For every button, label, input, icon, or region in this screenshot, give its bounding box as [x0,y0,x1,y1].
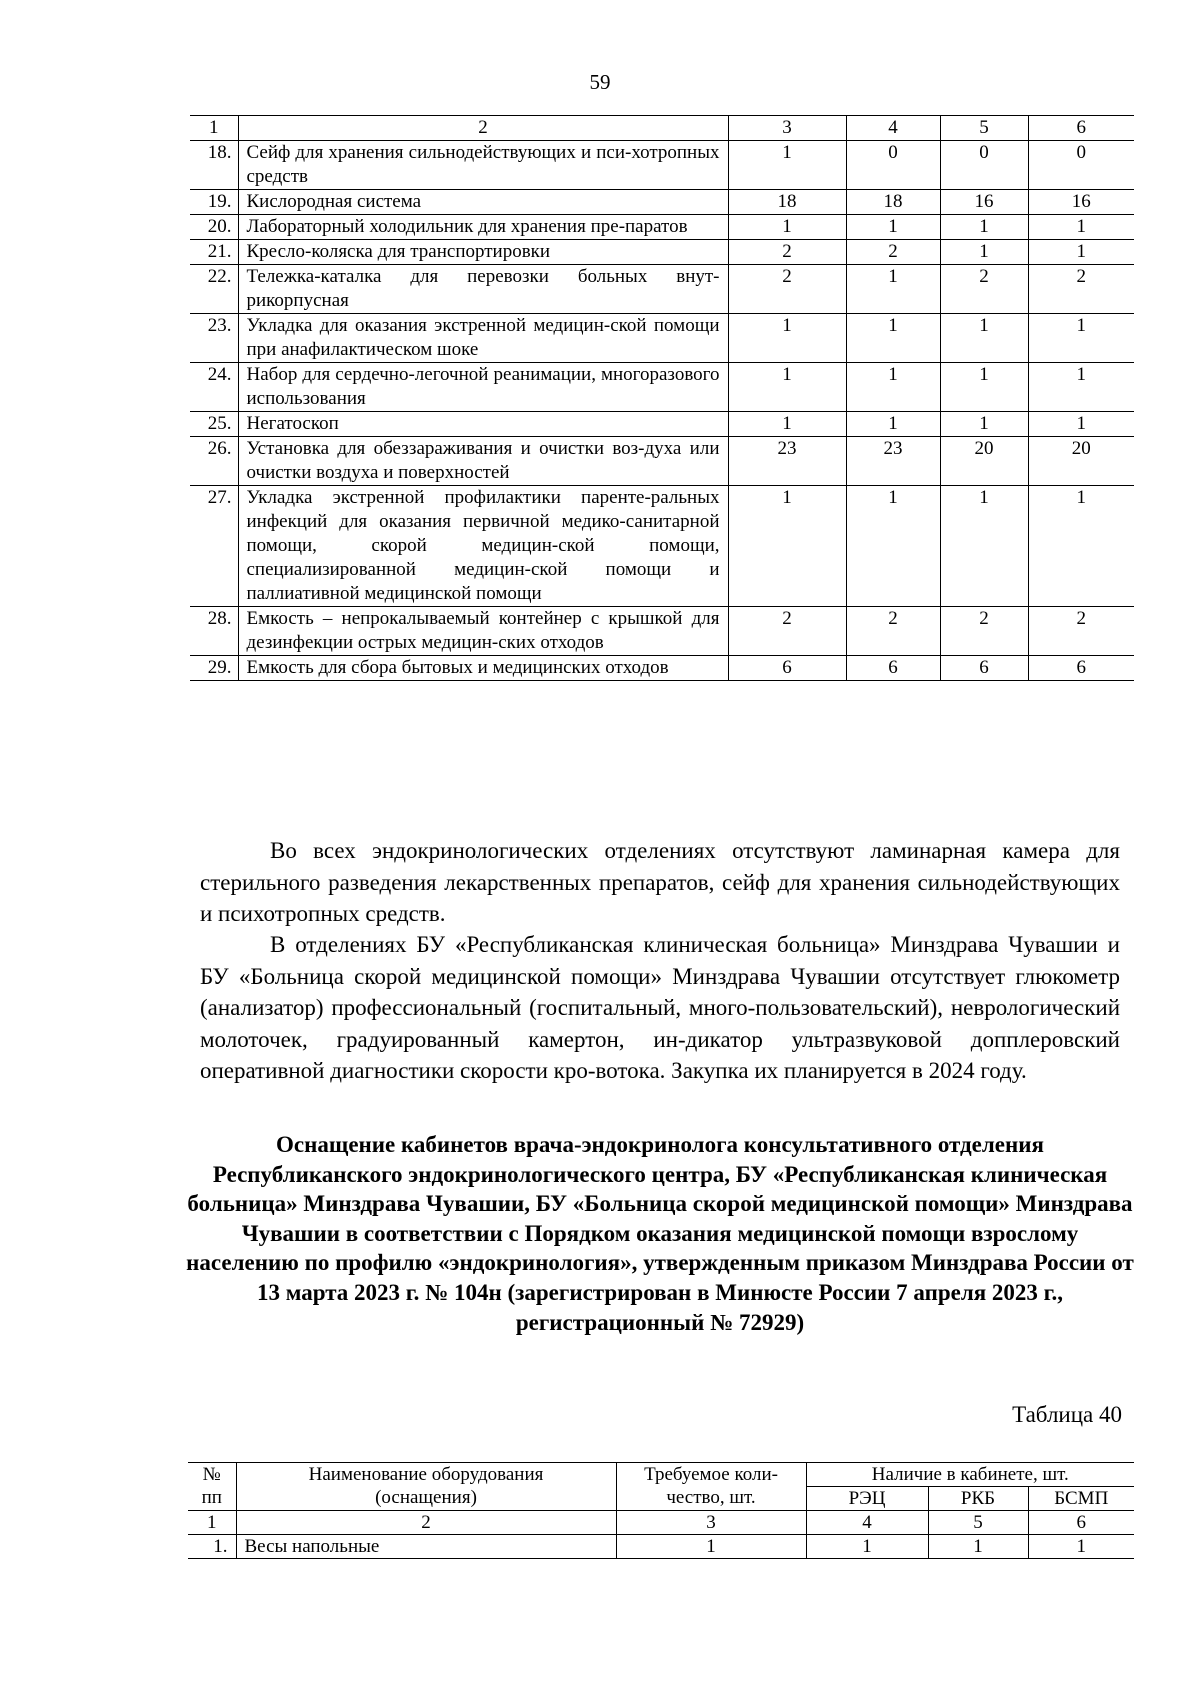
table-row [190,486,1134,607]
value-cell: 1 [846,486,940,607]
row-number: 21. [190,240,238,265]
value-cell: 1 [846,215,940,240]
page-number: 59 [589,70,611,94]
value-cell: 6 [1028,656,1134,681]
header-num-symbol: № [202,1464,221,1485]
column-number: 2 [236,1511,616,1535]
equipment-name: Набор для сердечно-легочной реанимации, многоразового использования [238,363,728,412]
value-cell: 1 [1028,215,1134,240]
table-row [190,314,1134,363]
table-caption: Таблица 40 [1012,1402,1122,1427]
row-number: 29. [190,656,238,681]
value-cell: 2 [846,240,940,265]
row-number: 20. [190,215,238,240]
row-number: 18. [190,141,238,190]
equipment-name: Укладка для оказания экстренной медицин-ской помощи при анафилактическом шоке [238,314,728,363]
value-cell: 1 [1028,1535,1134,1559]
equipment-name: Кислородная система [238,190,728,215]
row-number: 27. [190,486,238,607]
value-cell: 1 [940,486,1028,607]
paragraph-purchase-plan: В отделениях БУ «Республиканская клиническая больница» Минздрава Чувашии и БУ «Больница скорой медицинской помощи» Минздрава Чувашии отсутствует глюкометр (анализатор) профессиональный (госпитальный, много-пользовательский), неврологический молоточек, градуированный камертон, ин-дикатор ультразвуковой допплеровский оперативной диагностики скорости кро-вотока. Закупка их планируется в 2024 году. [200,932,1120,1083]
equipment-name: Сейф для хранения сильнодействующих и пси-хотропных средств [238,141,728,190]
equipment-name: Весы напольные [236,1535,616,1559]
table-header-row [188,1463,1134,1487]
row-number: 19. [190,190,238,215]
value-cell: 6 [846,656,940,681]
column-number: 3 [728,116,846,141]
header-availability: Наличие в кабинете, шт. [806,1463,1134,1487]
value-cell: 1 [1028,486,1134,607]
value-cell: 2 [1028,265,1134,314]
value-cell: 1 [1028,240,1134,265]
value-cell: 6 [940,656,1028,681]
table-row [190,412,1134,437]
value-cell: 1 [728,363,846,412]
value-cell: 1 [940,412,1028,437]
value-cell: 1 [846,412,940,437]
table-row [190,190,1134,215]
equipment-name: Негатоскоп [238,412,728,437]
value-cell: 16 [1028,190,1134,215]
value-cell: 2 [940,607,1028,656]
column-number: 4 [806,1511,928,1535]
equipment-name: Емкость для сбора бытовых и медицинских отходов [238,656,728,681]
value-cell: 1 [846,265,940,314]
header-rec: РЭЦ [806,1487,928,1511]
table-row [190,141,1134,190]
equipment-table-40 [188,1462,1134,1559]
value-cell: 1 [728,486,846,607]
value-cell: 0 [940,141,1028,190]
value-cell: 18 [846,190,940,215]
row-number: 24. [190,363,238,412]
value-cell: 1 [846,314,940,363]
value-cell: 2 [846,607,940,656]
value-cell: 16 [940,190,1028,215]
row-number: 28. [190,607,238,656]
value-cell: 6 [728,656,846,681]
equipment-name: Лабораторный холодильник для хранения пре-паратов [238,215,728,240]
column-number: 5 [940,116,1028,141]
value-cell: 1 [616,1535,806,1559]
value-cell: 0 [1028,141,1134,190]
value-cell: 18 [728,190,846,215]
value-cell: 2 [1028,607,1134,656]
value-cell: 1 [1028,412,1134,437]
header-bsmp: БСМП [1028,1487,1134,1511]
column-number: 5 [928,1511,1028,1535]
value-cell: 0 [846,141,940,190]
value-cell: 2 [728,240,846,265]
value-cell: 23 [728,437,846,486]
equipment-name: Тележка-каталка для перевозки больных внут-рикорпусная [238,265,728,314]
row-number: 25. [190,412,238,437]
value-cell: 1 [928,1535,1028,1559]
value-cell: 1 [806,1535,928,1559]
table-row [190,215,1134,240]
equipment-table-continued [190,115,1134,681]
column-number: 6 [1028,1511,1134,1535]
paragraph-missing-equipment: Во всех эндокринологических отделениях отсутствуют ламинарная камера для стерильного разведения лекарственных препаратов, сейф для хранения сильнодействующих и психотропных средств. [200,838,1120,926]
value-cell: 1 [940,363,1028,412]
column-number: 4 [846,116,940,141]
table-column-numbers-row [190,116,1134,141]
value-cell: 1 [940,314,1028,363]
header-num-cell [188,1463,236,1511]
value-cell: 1 [940,240,1028,265]
value-cell: 1 [728,215,846,240]
column-number: 3 [616,1511,806,1535]
value-cell: 1 [728,141,846,190]
table-row [190,656,1134,681]
equipment-name: Установка для обеззараживания и очистки воз-духа или очистки воздуха и поверхностей [238,437,728,486]
value-cell: 1 [940,215,1028,240]
header-num-pp: пп [201,1487,222,1508]
table-row [190,437,1134,486]
value-cell: 1 [1028,363,1134,412]
value-cell: 1 [846,363,940,412]
header-required-line2: чество, шт. [666,1487,756,1508]
value-cell: 2 [940,265,1028,314]
row-number: 26. [190,437,238,486]
table-row [190,363,1134,412]
table-column-numbers-row [188,1511,1134,1535]
header-name-cell [236,1463,616,1511]
value-cell: 2 [728,265,846,314]
table-row [188,1535,1134,1559]
header-rkb: РКБ [928,1487,1028,1511]
row-number: 22. [190,265,238,314]
equipment-name: Кресло-коляска для транспортировки [238,240,728,265]
value-cell: 23 [846,437,940,486]
header-name-line2: (оснащения) [375,1487,477,1508]
row-number: 1. [188,1535,236,1559]
value-cell: 20 [1028,437,1134,486]
section-title: Оснащение кабинетов врача-эндокринолога консультативного отделения Республиканского эндокринологического центра, БУ «Республиканская клиническая больница» Минздрава Чувашии, БУ «Больница скорой медицинской помощи» Минздрава Чувашии в соответствии с Порядком оказания медицинской помощи взрослому населению по профилю «эндокринология», утвержденным приказом Минздрава России от 13 марта 2023 г. № 104н (зарегистрирован в Минюсте России 7 апреля 2023 г., регистрационный № 72929) [186,1132,1134,1335]
value-cell: 20 [940,437,1028,486]
equipment-name: Емкость – непрокалываемый контейнер с крышкой для дезинфекции острых медицин-ских отходов [238,607,728,656]
table-row [190,265,1134,314]
value-cell: 1 [728,314,846,363]
header-name-line1: Наименование оборудования [308,1464,544,1485]
column-number: 1 [190,116,238,141]
header-required-cell [616,1463,806,1511]
value-cell: 1 [728,412,846,437]
header-required-line1: Требуемое коли- [644,1464,778,1485]
value-cell: 2 [728,607,846,656]
equipment-name: Укладка экстренной профилактики паренте-ральных инфекций для оказания первичной медико-санитарной помощи, скорой медицин-ской помощи, специализированной медицин-ской помощи и паллиативной медицинской помощи [238,486,728,607]
column-number: 2 [238,116,728,141]
row-number: 23. [190,314,238,363]
column-number: 6 [1028,116,1134,141]
value-cell: 1 [1028,314,1134,363]
column-number: 1 [188,1511,236,1535]
table-row [190,607,1134,656]
table-row [190,240,1134,265]
